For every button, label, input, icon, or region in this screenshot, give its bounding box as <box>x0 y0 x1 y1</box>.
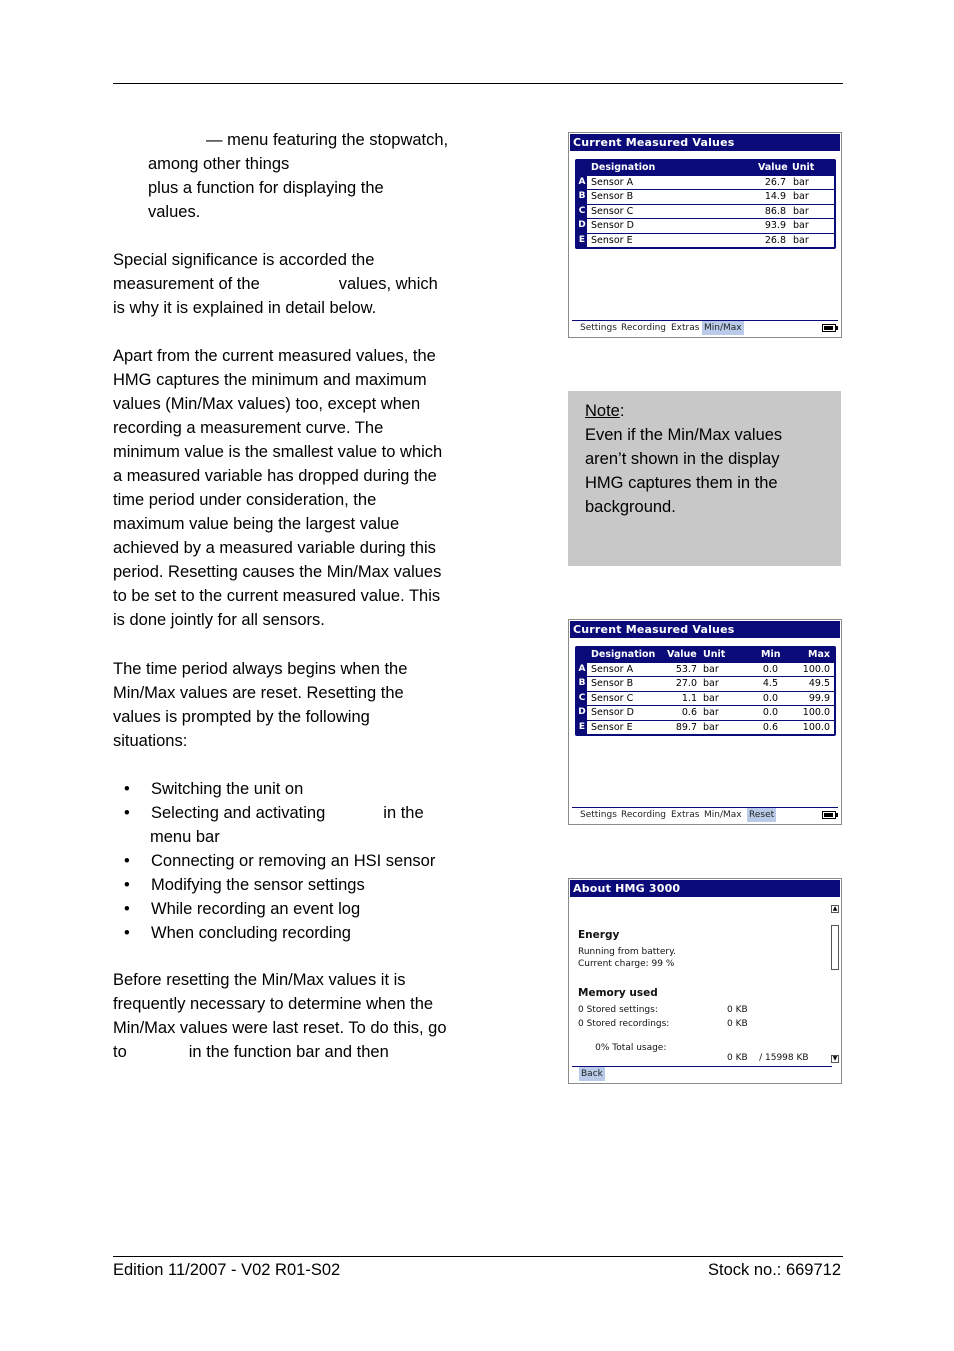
energy-section <box>578 929 676 969</box>
p1-line-2 <box>113 272 478 296</box>
sensor-letter: E <box>577 721 587 735</box>
sensor-value: 26.7 <box>764 176 786 188</box>
p2-line: HMG captures the minimum and maximum <box>113 371 427 389</box>
sensor-unit: bar <box>703 663 719 675</box>
sensor-value: 93.9 <box>764 220 786 231</box>
p4-line: Before resetting the Min/Max values it is <box>113 971 406 989</box>
p3-line: situations: <box>113 732 188 750</box>
table-row[interactable] <box>577 677 834 692</box>
bullet-text: in the <box>383 804 424 822</box>
list-item <box>113 801 478 849</box>
note-line: HMG captures them in the <box>585 474 778 492</box>
sensor-unit: bar <box>793 234 809 246</box>
menu-reset[interactable]: Reset <box>749 810 775 820</box>
sensor-max: 49.5 <box>808 678 830 689</box>
p3-line: The time period always begins when the <box>113 660 408 678</box>
screen-current-values-minmax <box>568 619 842 825</box>
sensor-min: 4.5 <box>762 678 778 689</box>
table-row[interactable] <box>577 721 834 735</box>
bullet-text: Modifying the sensor settings <box>151 876 365 894</box>
note-colon: : <box>619 402 625 420</box>
p4-line <box>113 1040 483 1064</box>
screen-title: Current Measured Values <box>570 621 840 638</box>
bullet-dot: • <box>124 900 130 918</box>
sensor-letter: D <box>577 706 587 720</box>
sensor-value: 27.0 <box>675 678 697 689</box>
menu-extras[interactable]: Extras <box>671 323 700 333</box>
p2-line: minimum value is the smallest value to which <box>113 443 443 461</box>
header-rule <box>113 83 843 84</box>
sensor-max: 100.0 <box>802 707 830 718</box>
p1-line-1: Special significance is accorded the <box>113 251 375 269</box>
bullet-dot: • <box>124 780 130 798</box>
bullet-text: While recording an event log <box>151 900 361 918</box>
menu-extras[interactable]: Extras <box>671 810 700 820</box>
energy-line: Running from battery. <box>578 947 676 957</box>
function-bar <box>572 807 838 822</box>
bullet-text: Selecting and activating <box>151 804 326 822</box>
p2-line: time period under consideration, the <box>113 491 377 509</box>
energy-line: Current charge: 99 % <box>578 959 675 969</box>
values-table <box>575 159 836 249</box>
p1-line-3: is why it is explained in detail below. <box>113 299 377 317</box>
paragraph-3 <box>113 657 478 753</box>
screen-about <box>568 878 842 1084</box>
memory-value: 0 KB <box>727 1019 748 1029</box>
sensor-unit: bar <box>703 692 719 704</box>
sensor-letter: A <box>577 663 587 677</box>
memory-label: 0 Stored settings: <box>578 1005 658 1015</box>
p2-line: Apart from the current measured values, the <box>113 347 436 365</box>
sensor-value: 14.9 <box>764 191 786 202</box>
note-line: Even if the Min/Max values <box>585 426 783 444</box>
sensor-name: Sensor E <box>591 721 633 733</box>
footer-edition: Edition 11/2007 - V02 R01-S02 <box>113 1261 341 1279</box>
p2-line: to be set to the current measured value. This <box>113 587 441 605</box>
sensor-name: Sensor D <box>591 220 634 231</box>
memory-row <box>578 1033 823 1063</box>
sensor-unit: bar <box>703 721 719 733</box>
screen-title: About HMG 3000 <box>570 880 840 897</box>
p2-line: a measured variable has dropped during the <box>113 467 437 485</box>
list-item <box>113 777 478 801</box>
battery-icon <box>822 324 836 332</box>
list-item <box>113 849 478 873</box>
sensor-value: 26.8 <box>764 234 786 246</box>
menu-recording[interactable]: Recording <box>621 810 667 820</box>
intro-item-2-line-2: values. <box>148 203 201 221</box>
table-header <box>577 161 834 176</box>
sensor-letter: A <box>577 176 587 190</box>
sensor-value: 89.7 <box>675 721 697 733</box>
bullet-dot: • <box>124 924 130 942</box>
col-designation: Designation <box>591 162 656 173</box>
sensor-unit: bar <box>703 707 719 718</box>
p1-line-2b: values, which <box>338 275 438 293</box>
sensor-name: Sensor C <box>591 205 634 217</box>
table-row[interactable] <box>577 219 834 234</box>
p3-line: Min/Max values are reset. Resetting the <box>113 684 404 702</box>
sensor-letter: E <box>577 234 587 248</box>
paragraph-4 <box>113 968 483 1064</box>
bullet-text: menu bar <box>150 828 220 846</box>
sensor-max: 100.0 <box>802 721 830 733</box>
sensor-max: 100.0 <box>802 663 830 675</box>
p4-line-4b: in the function bar and then <box>188 1043 389 1061</box>
p4-line: frequently necessary to determine when the <box>113 995 434 1013</box>
sensor-max: 99.9 <box>808 692 830 704</box>
sensor-name: Sensor B <box>591 678 634 689</box>
sensor-min: 0.0 <box>762 707 778 718</box>
table-row[interactable] <box>577 706 834 721</box>
p1-line-2a: measurement of the <box>113 275 260 293</box>
sensor-name: Sensor A <box>591 176 634 188</box>
sensor-name: Sensor D <box>591 707 634 718</box>
sensor-letter: D <box>577 219 587 233</box>
sensor-name: Sensor E <box>591 234 633 246</box>
memory-heading: Memory used <box>578 987 658 999</box>
col-value: Value <box>758 162 788 173</box>
menu-settings[interactable]: Settings <box>580 810 617 820</box>
menu-minmax[interactable]: Min/Max <box>704 323 742 333</box>
menu-minmax[interactable]: Min/Max <box>704 810 742 820</box>
sensor-name: Sensor B <box>591 191 634 202</box>
menu-recording[interactable]: Recording <box>621 323 667 333</box>
footer-stock-number: Stock no.: 669712 <box>707 1261 841 1279</box>
values-table <box>575 646 836 736</box>
sensor-letter: C <box>577 205 587 219</box>
table-header <box>577 648 834 663</box>
memory-value: 0 KB / 15998 KB <box>727 1053 809 1063</box>
sensor-unit: bar <box>793 220 809 231</box>
scroll-down-icon[interactable]: ▼ <box>832 1055 838 1062</box>
list-item <box>113 873 478 897</box>
paragraph-1 <box>113 248 478 320</box>
col-designation: Designation <box>591 649 656 660</box>
col-value: Value <box>667 649 697 660</box>
sensor-name: Sensor A <box>591 663 634 675</box>
bullet-dot: • <box>124 804 130 822</box>
scrollbar[interactable] <box>831 905 839 1063</box>
note-line: background. <box>585 498 676 516</box>
table-row[interactable] <box>577 190 834 205</box>
p2-line: achieved by a measured variable during this <box>113 539 436 557</box>
bullet-dot: • <box>124 852 130 870</box>
bullet-text: Connecting or removing an HSI sensor <box>151 852 436 870</box>
list-item <box>113 921 478 945</box>
memory-label: 0 Stored recordings: <box>578 1019 670 1029</box>
memory-section <box>578 987 823 1063</box>
table-row[interactable] <box>577 234 834 248</box>
p2-line: recording a measurement curve. The <box>113 419 384 437</box>
reset-situations-list <box>113 777 478 945</box>
screen-title: Current Measured Values <box>570 134 840 151</box>
sensor-unit: bar <box>793 176 809 188</box>
memory-value: 0 KB <box>727 1005 748 1015</box>
scroll-up-icon[interactable]: ▲ <box>832 905 838 912</box>
col-unit: Unit <box>703 649 726 660</box>
sensor-value: 53.7 <box>675 663 697 675</box>
memory-label: 0% Total usage: <box>595 1043 667 1053</box>
function-bar <box>572 1066 832 1081</box>
p3-line: values is prompted by the following <box>113 708 370 726</box>
p2-line: values (Min/Max values) too, except when <box>113 395 421 413</box>
paragraph-2 <box>113 344 478 632</box>
footer-rule <box>113 1256 843 1257</box>
menu-settings[interactable]: Settings <box>580 323 617 333</box>
sensor-min: 0.0 <box>762 663 778 675</box>
sensor-value: 0.6 <box>681 707 697 718</box>
sensor-unit: bar <box>703 678 719 689</box>
sensor-letter: B <box>577 677 587 691</box>
p2-line: is done jointly for all sensors. <box>113 611 325 629</box>
battery-icon <box>822 811 836 819</box>
intro-item-2-line-1: plus a function for displaying the <box>148 179 384 197</box>
p2-line: period. Resetting causes the Min/Max values <box>113 563 442 581</box>
note-box <box>568 391 841 566</box>
sensor-letter: C <box>577 692 587 706</box>
intro-item-1-line-2: among other things <box>148 155 290 173</box>
sensor-min: 0.6 <box>762 721 778 733</box>
back-button[interactable]: Back <box>581 1069 603 1079</box>
p2-line: maximum value being the largest value <box>113 515 400 533</box>
table-row[interactable] <box>577 205 834 220</box>
table-row[interactable] <box>577 692 834 707</box>
intro-item-1-line-1: — menu featuring the stopwatch, <box>206 131 449 149</box>
p4-line: Min/Max values were last reset. To do this, go <box>113 1019 447 1037</box>
sensor-letter: B <box>577 190 587 204</box>
table-row[interactable] <box>577 176 834 191</box>
col-unit: Unit <box>792 162 815 173</box>
table-row[interactable] <box>577 663 834 678</box>
note-heading <box>585 399 830 423</box>
function-bar <box>572 320 838 335</box>
list-item <box>113 897 478 921</box>
p4-line-4a: to <box>113 1043 127 1061</box>
sensor-value: 86.8 <box>764 205 786 217</box>
col-min: Min <box>761 649 781 660</box>
sensor-value: 1.1 <box>681 692 697 704</box>
scroll-thumb[interactable] <box>831 925 839 970</box>
memory-row <box>578 1005 823 1019</box>
sensor-min: 0.0 <box>762 692 778 704</box>
sensor-unit: bar <box>793 205 809 217</box>
bullet-dot: • <box>124 876 130 894</box>
memory-row <box>578 1019 823 1033</box>
bullet-text: When concluding recording <box>151 924 351 942</box>
sensor-name: Sensor C <box>591 692 634 704</box>
note-label: Note <box>585 402 620 420</box>
intro-list <box>148 128 478 224</box>
sensor-unit: bar <box>793 191 809 202</box>
energy-heading: Energy <box>578 929 620 941</box>
note-line: aren’t shown in the display <box>585 450 780 468</box>
col-max: Max <box>808 649 830 660</box>
bullet-text: Switching the unit on <box>151 780 304 798</box>
screen-current-values <box>568 132 842 338</box>
